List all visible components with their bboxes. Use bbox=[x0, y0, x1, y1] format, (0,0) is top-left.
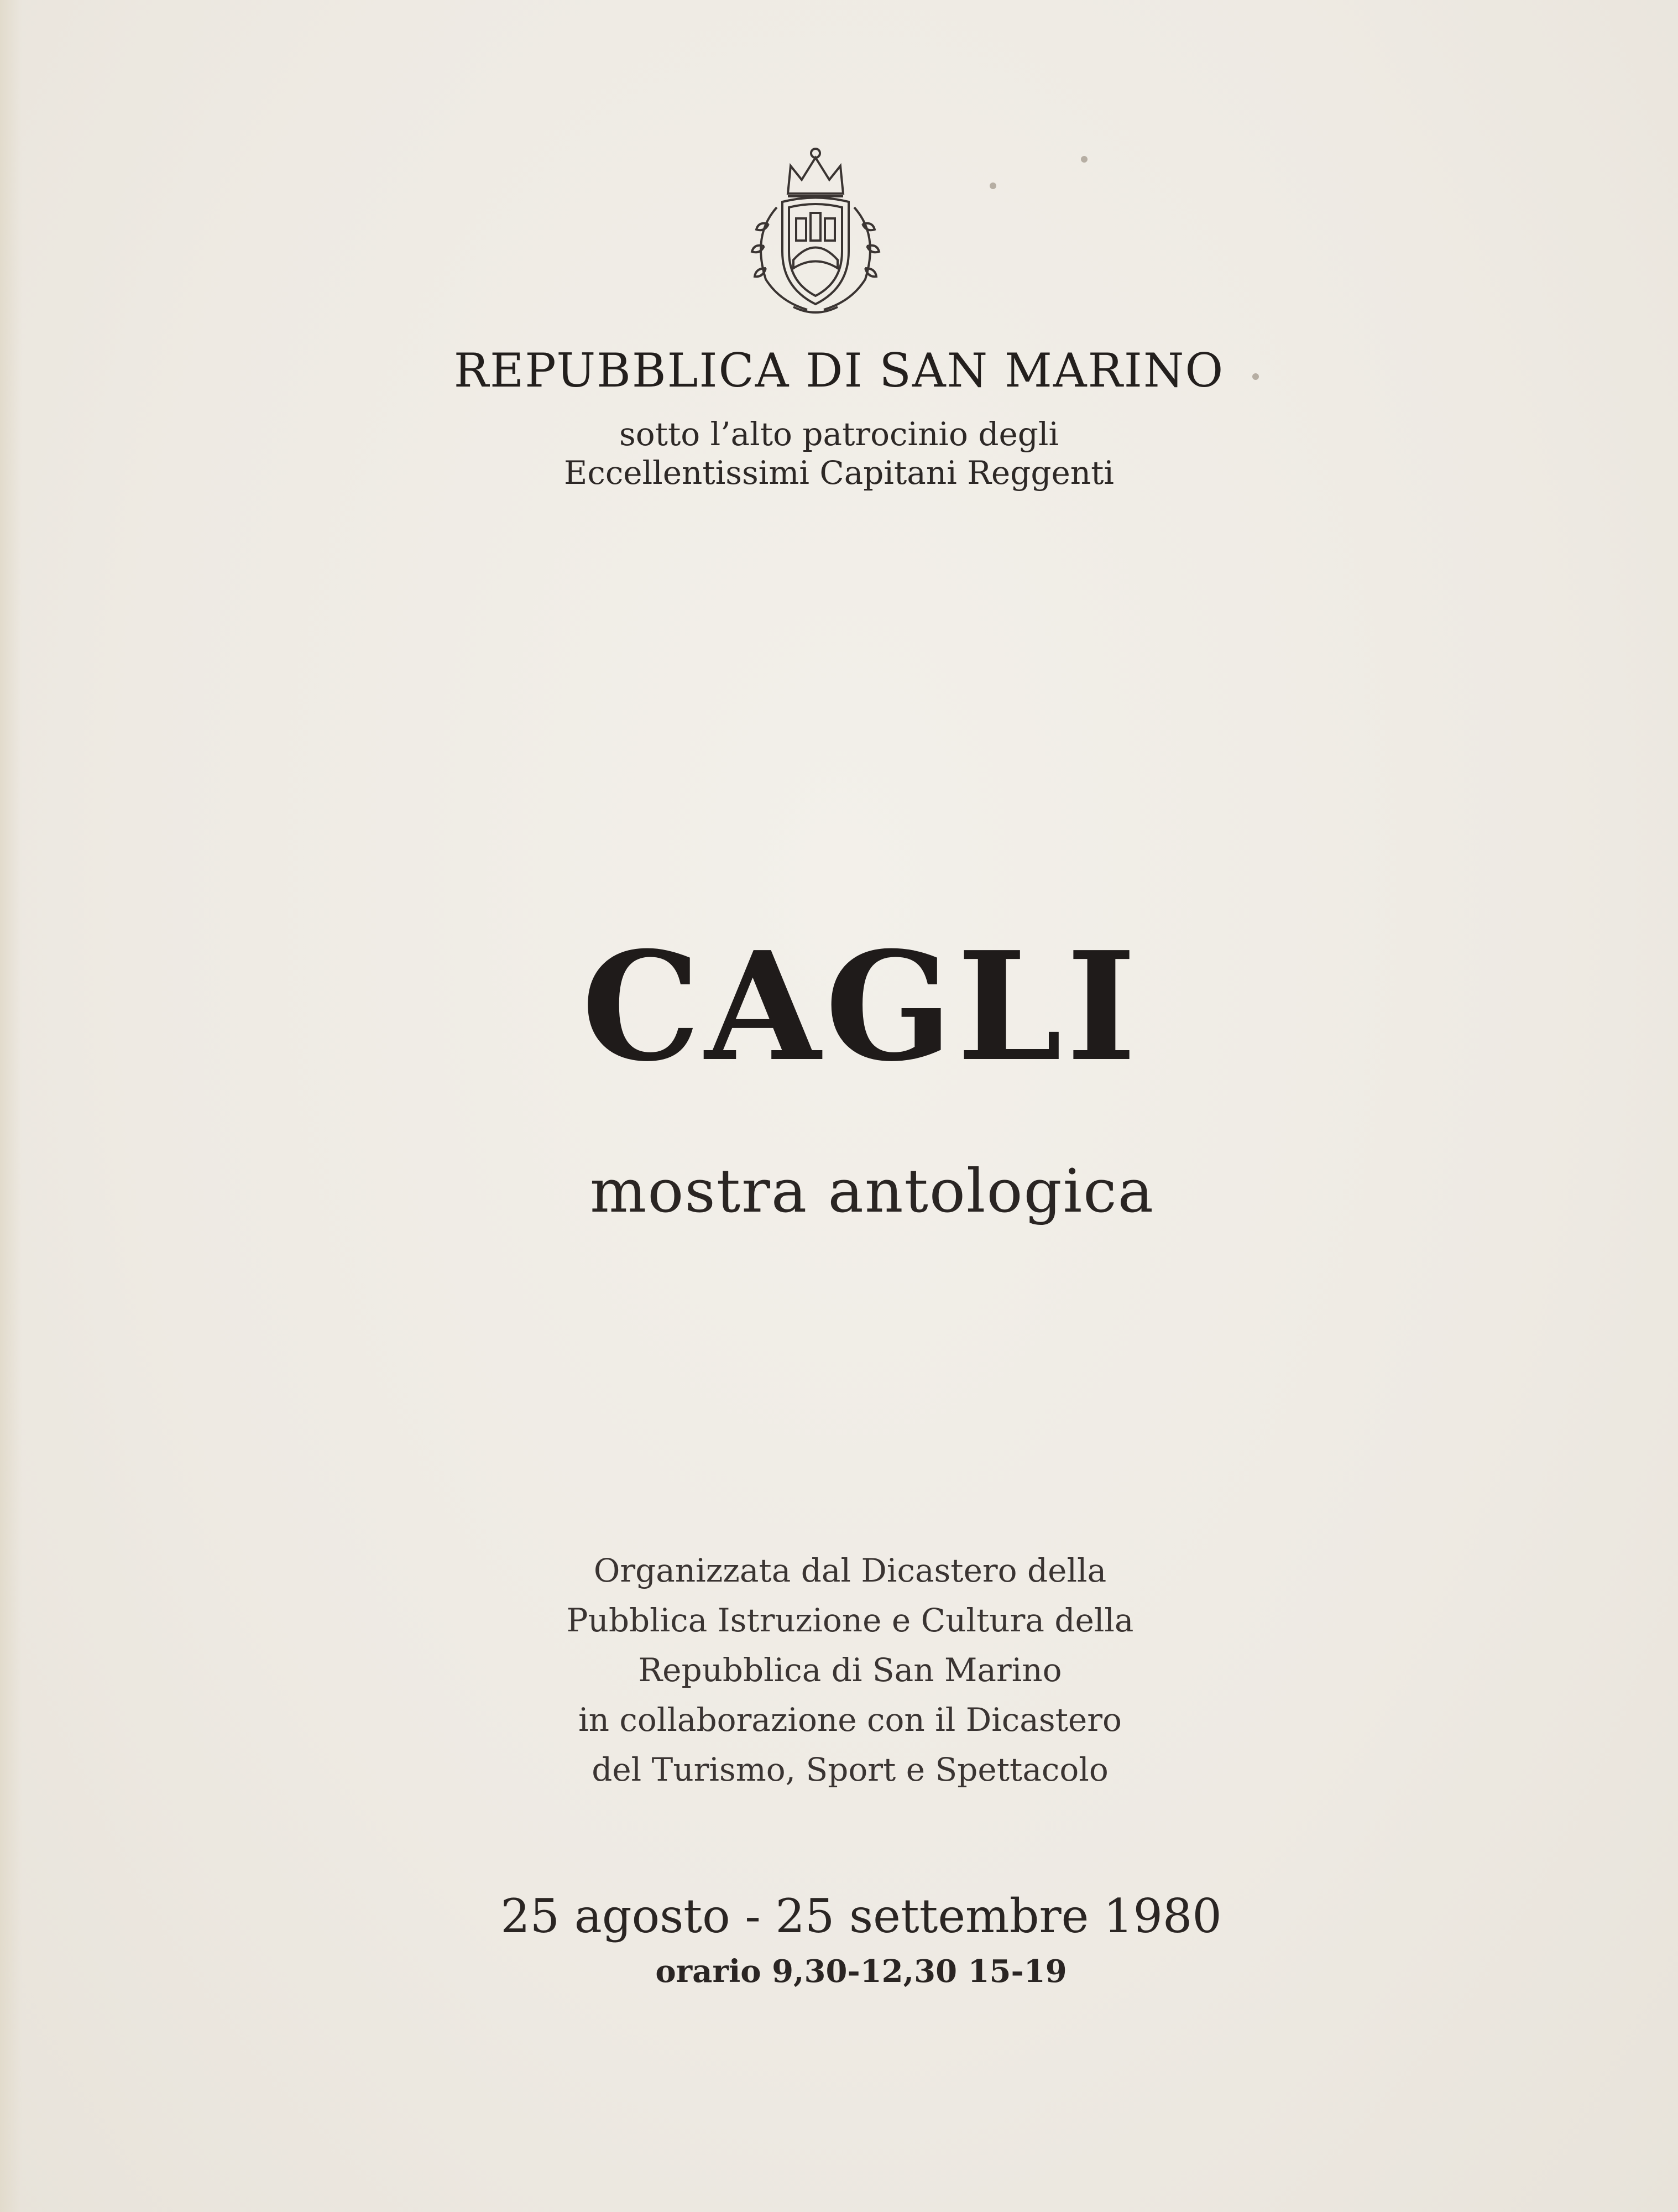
organization-line: Organizzata dal Dicastero della bbox=[593, 1552, 1107, 1589]
organization-line: del Turismo, Sport e Spettacolo bbox=[592, 1751, 1109, 1788]
coat-of-arms-icon bbox=[735, 141, 896, 318]
exhibition-title: CAGLI bbox=[581, 919, 1141, 1094]
patronage-line: sotto l’alto patrocinio degli bbox=[619, 415, 1059, 453]
republic-heading: REPUBBLICA DI SAN MARINO bbox=[453, 343, 1225, 398]
page-edge bbox=[0, 0, 22, 2212]
exhibition-subtitle: mostra antologica bbox=[589, 1157, 1155, 1226]
paper-speck bbox=[990, 182, 996, 189]
exhibition-dates: 25 agosto - 25 settembre 1980 bbox=[500, 1889, 1222, 1943]
organization-line: Repubblica di San Marino bbox=[638, 1651, 1062, 1689]
organization-line: in collaborazione con il Dicastero bbox=[578, 1701, 1122, 1739]
paper-speck bbox=[1081, 156, 1088, 163]
opening-hours: orario 9,30-12,30 15-19 bbox=[655, 1953, 1067, 1990]
organization-line: Pubblica Istruzione e Cultura della bbox=[566, 1601, 1134, 1639]
patronage-line: Eccellentissimi Capitani Reggenti bbox=[564, 454, 1114, 492]
